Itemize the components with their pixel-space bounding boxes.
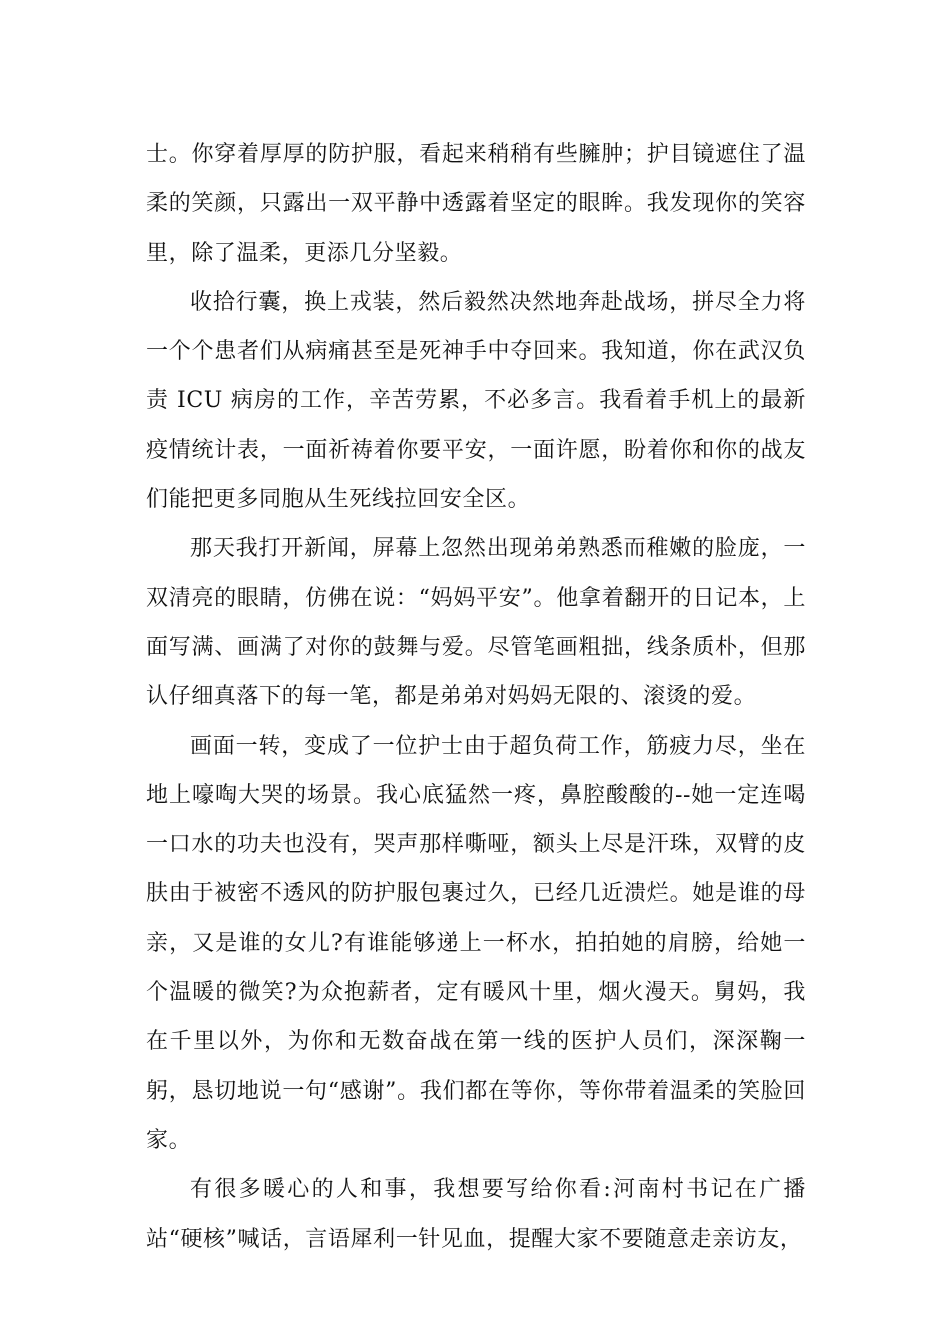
paragraph-1: 士。你穿着厚厚的防护服，看起来稍稍有些臃肿；护目镜遮住了温柔的笑颜，只露出一双平静中透露着坚定的眼眸。我发现你的笑容里，除了温柔，更添几分坚毅。 (146, 142, 806, 266)
paragraph-4: 画面一转，变成了一位护士由于超负荷工作，筋疲力尽，坐在地上嚎啕大哭的场景。我心底猛然一疼，鼻腔酸酸的--她一定连喝一口水的功夫也没有，哭声那样嘶哑，额头上尽是汗珠，双臂的皮肤由于被密不透风的防护服包裹过久，已经几近溃烂。她是谁的母亲，又是谁的女儿?有谁能够递上一杯水，拍拍她的肩膀，给她一个温暖的微笑?为众抱薪者，定有暖风十里，烟火漫天。舅妈，我在千里以外，为你和无数奋战在第一线的医护人员们，深深鞠一躬，恳切地说一句“感谢”。我们都在等你，等你带着温柔的笑脸回家。 (146, 733, 806, 1153)
paragraph-2: 收拾行囊，换上戎装，然后毅然决然地奔赴战场，拼尽全力将一个个患者们从病痛甚至是死神手中夺回来。我知道，你在武汉负责 ICU 病房的工作，辛苦劳累，不必多言。我看着手机上的最新疫情统计表，一面祈祷着你要平安，一面许愿，盼着你和你的战友们能把更多同胞从生死线拉回安全区。 (146, 289, 806, 513)
document-body (146, 130, 806, 1264)
paragraph-5: 有很多暖心的人和事，我想要写给你看:河南村书记在广播站“硬核”喊话，言语犀利一针见血，提醒大家不要随意走亲访友， (146, 1177, 806, 1252)
paragraph-3: 那天我打开新闻，屏幕上忽然出现弟弟熟悉而稚嫩的脸庞，一双清亮的眼睛，仿佛在说：“妈妈平安”。他拿着翻开的日记本，上面写满、画满了对你的鼓舞与爱。尽管笔画粗拙，线条质朴，但那认仔细真落下的每一笔，都是弟弟对妈妈无限的、滚烫的爱。 (146, 536, 806, 710)
